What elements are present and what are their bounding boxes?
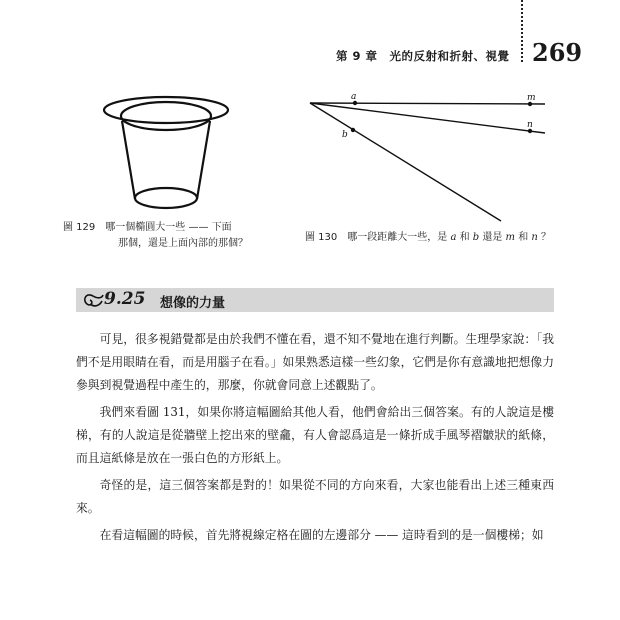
page-number: 269 <box>532 38 583 67</box>
header-dotted-rule <box>521 0 523 62</box>
chapter-heading: 第 9 章 光的反射和折射、視覺 <box>336 49 510 63</box>
bottom-ellipse <box>135 188 197 208</box>
middle-line <box>310 103 545 133</box>
paragraph: 可見，很多視錯覺都是由於我們不懂在看，還不知不覺地在進行判斷。生理學家說：「我們不是用眼睛在看，而是用腦子在看。」如果熟悉這樣一些幻象，它們是你有意識地把想像力參與到視覺過程中產生的，那麼，你就會同意上述觀點了。 <box>76 332 554 392</box>
cup-right-side <box>197 121 210 199</box>
point-b <box>351 128 355 132</box>
inner-rim-ellipse <box>121 102 211 130</box>
lower-line <box>310 103 501 221</box>
section-number: 9.25 <box>104 289 146 309</box>
caption-var-b: b <box>472 232 480 243</box>
figure-129-caption-line2: 那個，還是上面內部的那個？ <box>118 238 248 249</box>
upper-line <box>310 103 545 104</box>
figure-129-caption <box>63 220 273 252</box>
caption-end: ？ <box>537 232 552 243</box>
figure-129-caption-line1: 圖 129 哪一個橢圓大一些 —— 下面 <box>63 222 232 233</box>
body-text <box>76 328 554 551</box>
label-b: b <box>342 130 348 140</box>
label-n: n <box>527 120 533 130</box>
figure-130-caption-text: 圖 130 哪一段距離大一些，是 <box>305 232 451 243</box>
figure-129-cup-illustration <box>98 94 234 212</box>
caption-and-1: 和 <box>456 232 473 243</box>
figure-130-caption <box>305 230 565 246</box>
caption-mid: 還是 <box>479 232 506 243</box>
caption-var-a: a <box>450 232 457 243</box>
label-a: a <box>351 92 357 102</box>
caption-and-2: 和 <box>515 232 532 243</box>
paragraph: 我們來看圖 131，如果你將這幅圖給其他人看，他們會給出三個答案。有的人說這是樓梯，有的人說這是從牆壁上挖出來的壁龕，有人會認爲這是一條折成手風琴褶皺狀的紙條，而且這紙條是放在一張白色的方形紙上。 <box>76 405 554 465</box>
label-m: m <box>527 93 536 103</box>
section-ornament-icon <box>82 293 104 309</box>
cup-left-side <box>122 121 135 199</box>
paragraph: 奇怪的是，這三個答案都是對的！如果從不同的方向來看，大家也能看出上述三種東西來。 <box>76 478 554 515</box>
paragraph: 在看這幅圖的時候，首先將視線定格在圖的左邊部分 —— 這時看到的是一個樓梯；如 <box>99 528 544 542</box>
section-title: 想像的力量 <box>160 296 226 311</box>
caption-var-m: m <box>505 232 516 243</box>
figure-130-lines-illustration <box>300 88 560 228</box>
section-header-bar <box>76 288 554 312</box>
caption-var-n: n <box>531 232 538 243</box>
